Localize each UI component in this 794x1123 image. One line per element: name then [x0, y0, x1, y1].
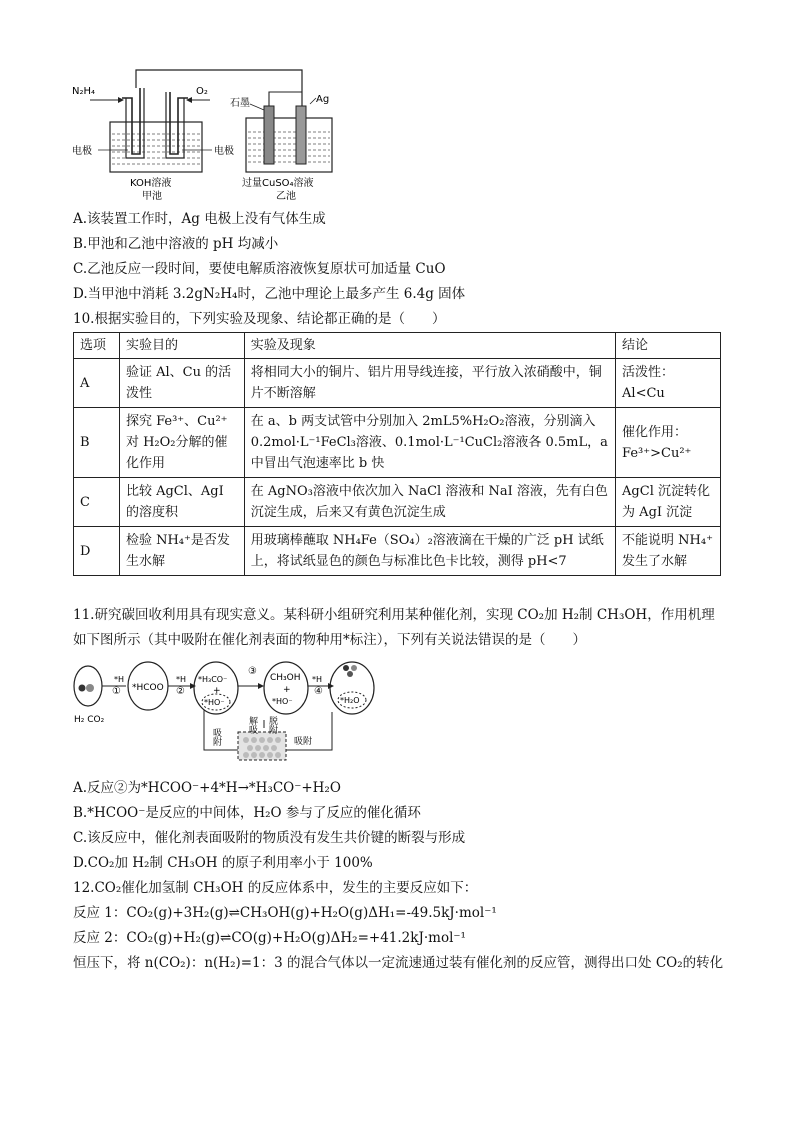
row-experiment: 用玻璃棒蘸取 NH₄Fe（SO₄）₂溶液滴在干燥的广泛 pH 试纸上，将试纸显色的颜色与标准比色卡比较，测得 pH<7 — [244, 527, 615, 576]
n2h4-label: N₂H₄ — [72, 86, 96, 97]
jia-label: 甲池 — [142, 191, 162, 202]
row-goal: 比较 AgCl、AgI 的溶度积 — [119, 478, 244, 527]
electrode-right-label: 电极 — [214, 146, 234, 157]
hcoo-label: *HCOO — [132, 683, 164, 693]
koh-label: KOH溶液 — [130, 178, 172, 189]
header-conclusion: 结论 — [616, 333, 721, 359]
q12-stem: 12.CO₂催化加氢制 CH₃OH 的反应体系中，发生的主要反应如下： — [73, 880, 478, 896]
q11-stem-line2: 如下图所示（其中吸附在催化剂表面的物种用*标注），下列有关说法错误的是（ ） — [73, 632, 586, 648]
tuofu-label: 脱附 — [267, 716, 277, 734]
q11-option-d: D.CO₂加 H₂制 CH₃OH 的原子利用率小于 100% — [73, 855, 373, 871]
h-label-3: *H — [312, 675, 323, 684]
row-goal: 探究 Fe³⁺、Cu²⁺对 H₂O₂分解的催化作用 — [119, 408, 244, 478]
ag-label: Ag — [316, 94, 330, 105]
q12-conditions: 恒压下，将 n(CO₂)：n(H₂)=1：3 的混合气体以一定流速通过装有催化剂的反应管，测得出口处 CO₂的转化 — [73, 955, 724, 971]
row-experiment: 将相同大小的铜片、铝片用导线连接，平行放入浓硝酸中，铜片不断溶解 — [244, 359, 615, 408]
row-conclusion: 催化作用：Fe³⁺>Cu²⁺ — [616, 408, 721, 478]
row-conclusion: 活泼性：Al<Cu — [616, 359, 721, 408]
h-label-1: *H — [114, 675, 125, 684]
mechanism-figure — [72, 658, 377, 770]
electrolysis-figure — [70, 62, 370, 204]
row-option: A — [74, 359, 120, 408]
q11-option-c: C.该反应中，催化剂表面吸附的物质没有发生共价键的断裂与形成 — [73, 830, 466, 846]
row-goal: 验证 Al、Cu 的活泼性 — [119, 359, 244, 408]
q11-option-a: A.反应②为*HCOO⁻+4*H→*H₃CO⁻+H₂O — [73, 780, 341, 796]
header-goal: 实验目的 — [119, 333, 244, 359]
h2o-label: *H₂O — [340, 696, 360, 705]
electrode-left-label: 电极 — [72, 146, 92, 157]
cuso4-label: 过量CuSO₄溶液 — [242, 178, 314, 189]
o2-label: O₂ — [196, 86, 208, 97]
header-option: 选项 — [74, 333, 120, 359]
xifu-label-1: 吸附 — [211, 728, 221, 746]
q11-option-b: B.*HCOO⁻是反应的中间体，H₂O 参与了反应的催化循环 — [73, 805, 421, 821]
table-header-row — [74, 333, 721, 359]
step3-label: ③ — [248, 666, 257, 677]
row-option: C — [74, 478, 120, 527]
ho-label-1: *HO⁻ — [204, 698, 225, 707]
q9-option-c: C.乙池反应一段时间，要使电解质溶液恢复原状可加适量 CuO — [73, 261, 446, 277]
row-conclusion: 不能说明 NH₄⁺发生了水解 — [616, 527, 721, 576]
q12-reaction-2: 反应 2：CO₂(g)+H₂(g)⇌CO(g)+H₂O(g)ΔH₂=+41.2kJ·mol⁻¹ — [73, 930, 466, 946]
table-row — [74, 478, 721, 527]
jiexi-label: 解吸 — [247, 716, 257, 734]
q10-stem: 10.根据实验目的，下列实验及现象、结论都正确的是（ ） — [73, 311, 446, 327]
q12-reaction-1: 反应 1：CO₂(g)+3H₂(g)⇌CH₃OH(g)+H₂O(g)ΔH₁=-49.5kJ·mol⁻¹ — [73, 905, 497, 921]
q10-table — [73, 332, 721, 576]
step1-label: ① — [112, 686, 121, 697]
row-option: D — [74, 527, 120, 576]
xifu-label-2: 吸附 — [294, 737, 313, 747]
step2-label: ② — [176, 686, 185, 697]
q9-option-d: D.当甲池中消耗 3.2gN₂H₄时，乙池中理论上最多产生 6.4g 固体 — [73, 286, 466, 302]
plus-label: + — [283, 685, 291, 695]
header-experiment: 实验及现象 — [244, 333, 615, 359]
plus-label: + — [213, 686, 221, 696]
h2co2-label: H₂ CO₂ — [74, 715, 105, 725]
q11-stem-line1: 11.研究碳回收利用具有现实意义。某科研小组研究利用某种催化剂，实现 CO₂加 H₂制 CH₃OH，作用机理 — [73, 607, 715, 623]
table-row — [74, 359, 721, 408]
q9-option-b: B.甲池和乙池中溶液的 pH 均减小 — [73, 236, 279, 252]
h3co-label: *H₃CO⁻ — [198, 675, 228, 684]
row-conclusion: AgCl 沉淀转化为 AgI 沉淀 — [616, 478, 721, 527]
graphite-label: 石墨 — [230, 98, 250, 109]
ch3oh-label: CH₃OH — [270, 673, 301, 683]
yi-label: 乙池 — [276, 191, 296, 202]
row-experiment: 在 a、b 两支试管中分别加入 2mL5%H₂O₂溶液，分别滴入 0.2mol·L⁻¹FeCl₃溶液、0.1mol·L⁻¹CuCl₂溶液各 0.5mL，a 中冒出气泡速率比 b 快 — [244, 408, 615, 478]
row-option: B — [74, 408, 120, 478]
table-row — [74, 527, 721, 576]
ho-label-2: *HO⁻ — [272, 697, 293, 706]
row-experiment: 在 AgNO₃溶液中依次加入 NaCl 溶液和 NaI 溶液，先有白色沉淀生成，后来又有黄色沉淀生成 — [244, 478, 615, 527]
row-goal: 检验 NH₄⁺是否发生水解 — [119, 527, 244, 576]
table-row — [74, 408, 721, 478]
h-label-2: *H — [176, 675, 187, 684]
step4-label: ④ — [314, 686, 323, 697]
q9-option-a: A.该装置工作时，Ag 电极上没有气体生成 — [73, 211, 326, 227]
